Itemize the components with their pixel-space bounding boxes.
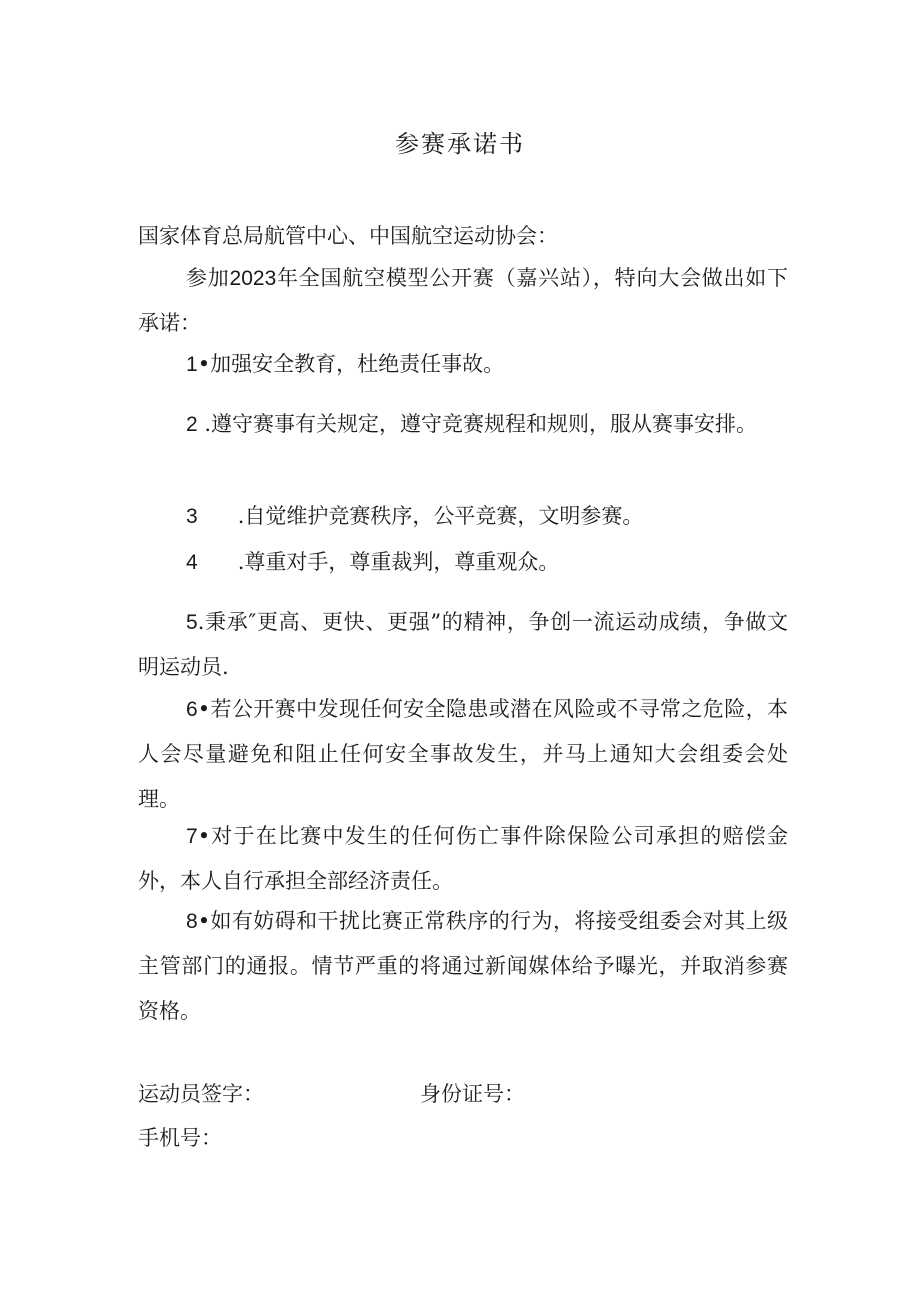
item-separator: . bbox=[197, 412, 212, 436]
item-number: 5 bbox=[186, 611, 198, 634]
item-text: 自觉维护竞赛秩序，公平竞赛，文明参赛。 bbox=[244, 504, 644, 528]
item-number: 8 bbox=[186, 910, 198, 933]
item-separator: • bbox=[197, 909, 211, 933]
athlete-signature-label: 运动员签字： bbox=[138, 1082, 264, 1106]
id-number-label: 身份证号： bbox=[420, 1082, 525, 1106]
item-separator: • bbox=[197, 697, 211, 721]
intro-year: 2023 bbox=[229, 267, 277, 290]
commitment-item-7 bbox=[138, 814, 788, 904]
phone-number-label: 手机号： bbox=[138, 1126, 222, 1150]
commitment-item-8 bbox=[138, 899, 788, 1034]
item-text: 对于在比赛中发生的任何伤亡事件除保险公司承担的赔偿金外，本人自行承担全部经济责任。 bbox=[138, 824, 788, 893]
item-text: 秉承″更高、更快、更强”的精神，争创一流运动成绩，争做文明运动员. bbox=[138, 610, 788, 679]
item-number: 2 bbox=[186, 413, 198, 436]
item-text: 遵守赛事有关规定，遵守竞赛规程和规则，服从赛事安排。 bbox=[211, 412, 758, 436]
item-text: 尊重对手，尊重裁判，尊重观众。 bbox=[244, 550, 560, 574]
intro-paragraph bbox=[138, 256, 788, 346]
item-text: 若公开赛中发现任何安全隐患或潜在风险或不寻常之危险，本人会尽量避免和阻止任何安全事故发生，并马上通知大会组委会处理。 bbox=[138, 697, 788, 811]
item-number: 4 bbox=[186, 551, 198, 574]
item-separator: • bbox=[197, 824, 211, 848]
commitment-item-6 bbox=[138, 687, 788, 822]
item-number: 6 bbox=[186, 698, 198, 721]
item-text: 加强安全教育，杜绝责任事故。 bbox=[210, 352, 505, 376]
document-title: 参赛承诺书 bbox=[395, 130, 525, 158]
intro-rest: 年全国航空模型公开赛（嘉兴站），特向大会做出如下承诺： bbox=[138, 266, 789, 335]
addressee: 国家体育总局航管中心、中国航空运动协会： bbox=[138, 224, 558, 248]
item-number: 7 bbox=[186, 825, 198, 848]
commitment-item-4 bbox=[138, 540, 788, 585]
intro-prefix: 参加 bbox=[186, 266, 230, 290]
item-separator: . bbox=[197, 504, 245, 528]
item-separator: . bbox=[197, 610, 205, 634]
commitment-item-5 bbox=[138, 600, 788, 690]
commitment-item-2 bbox=[138, 402, 788, 447]
item-separator: • bbox=[197, 352, 211, 376]
item-text: 如有妨碍和干扰比赛正常秩序的行为，将接受组委会对其上级主管部门的通报。情节严重的将通过新闻媒体给予曝光，并取消参赛资格。 bbox=[138, 909, 788, 1023]
item-number: 3 bbox=[186, 505, 198, 528]
commitment-item-3 bbox=[138, 494, 788, 539]
item-number: 1 bbox=[186, 353, 198, 376]
commitment-item-1 bbox=[138, 342, 788, 387]
item-separator: . bbox=[197, 550, 245, 574]
